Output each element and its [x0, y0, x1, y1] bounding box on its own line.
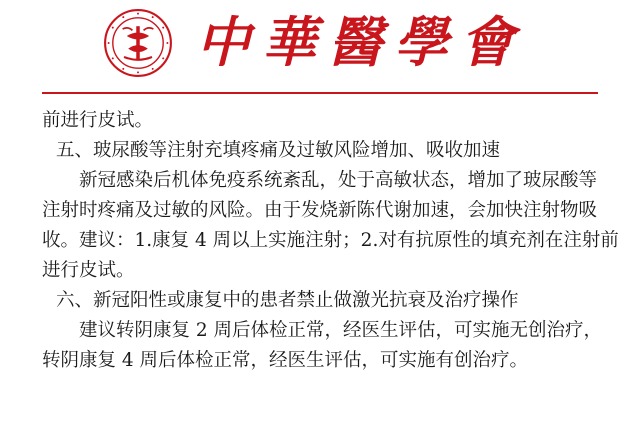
section-heading-five: 五、玻尿酸等注射充填疼痛及过敏风险增加、吸收加速 [56, 140, 501, 161]
association-emblem-icon [103, 8, 173, 78]
paragraph-line: 进行皮试。 [42, 260, 135, 281]
letterhead [0, 0, 640, 92]
paragraph-line: 注射时疼痛及过敏的风险。由于发烧新陈代谢加速，会加快注射物吸 [42, 200, 598, 221]
association-brand-title: 中華醫學會 [196, 10, 526, 74]
paragraph-line: 建议转阴康复 2 周后体检正常，经医生评估，可实施无创治疗， [79, 320, 603, 341]
section-heading-six: 六、新冠阳性或康复中的患者禁止做激光抗衰及治疗操作 [56, 290, 519, 311]
paragraph-line: 新冠感染后机体免疫系统紊乱，处于高敏状态，增加了玻尿酸等 [79, 170, 598, 191]
paragraph-line: 收。建议：1.康复 4 周以上实施注射；2.对有抗原性的填充剂在注射前 [42, 230, 619, 251]
text-line: 前进行皮试。 [42, 110, 154, 131]
document-body [42, 106, 619, 376]
paragraph-line: 转阴康复 4 周后体检正常，经医生评估，可实施有创治疗。 [42, 350, 529, 371]
header-divider [42, 92, 598, 94]
